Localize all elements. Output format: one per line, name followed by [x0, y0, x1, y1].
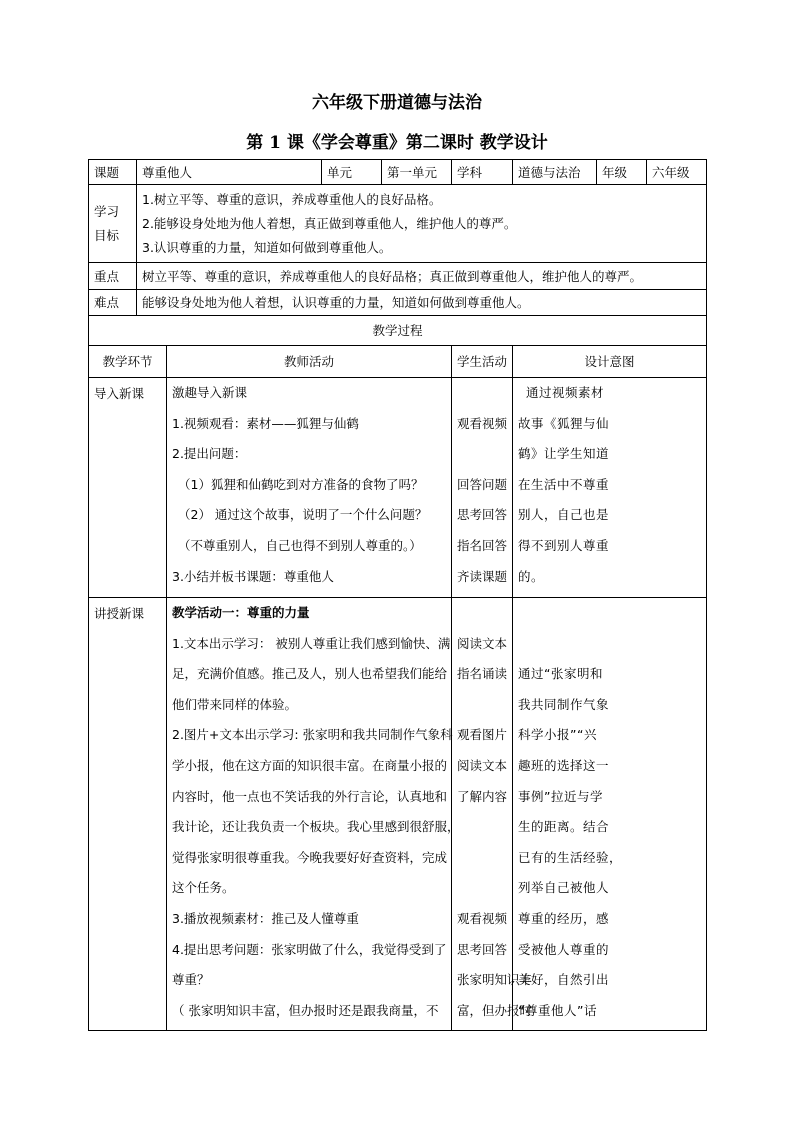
goals-row [89, 185, 707, 263]
section-intro-row [89, 378, 707, 598]
process-title-row [89, 316, 707, 346]
stage-new: 讲授新课 [89, 598, 167, 1031]
section-new-row [89, 598, 707, 1031]
key-label: 重点 [89, 263, 137, 290]
goal-item: 1.树立平等、尊重的意识，养成尊重他人的良好品格。 [142, 191, 442, 207]
header-stage: 教学环节 [89, 346, 167, 378]
unit-value: 第一单元 [382, 160, 452, 185]
design-intent-intro: 通过视频素材 故事《狐狸与仙 鹤》让学生知道 在生活中不尊重 别人，自己也是 得不到别人尊重 的。 [513, 378, 707, 598]
student-activity-intro: 观看视频 回答问题 思考回答 指名回答 齐读课题 [452, 378, 513, 598]
design-intent-new: 通过“张家明和 我共同制作气象 科学小报”“兴 趣班的选择这一 事例”拉近与学 生的距离。结合 已有的生活经验， 列举自己被他人 尊重的经历，感 受被他人尊重的 美好，自然引出 “尊重他人”话 [513, 598, 707, 1031]
difficulty-content: 能够设身处地为他人着想，认识尊重的力量，知道如何做到尊重他人。 [137, 290, 707, 316]
student-activity-new: 阅读文本 指名诵读 观看图片 阅读文本 了解内容 观看视频 思考回答 张家明知识丰 富，但办报时 [452, 598, 513, 1031]
lesson-plan-table [88, 159, 707, 1031]
header-design: 设计意图 [513, 346, 707, 378]
grade-value: 六年级 [647, 160, 707, 185]
subject-label: 学科 [452, 160, 513, 185]
document-subtitle: 第 1 课《学会尊重》第二课时 教学设计 [246, 133, 548, 153]
grade-label: 年级 [597, 160, 647, 185]
difficulty-label: 难点 [89, 290, 137, 316]
stage-intro: 导入新课 [89, 378, 167, 598]
unit-label: 单元 [322, 160, 382, 185]
document-title: 六年级下册道德与法治 [312, 93, 482, 113]
key-row [89, 263, 707, 290]
difficulty-row [89, 290, 707, 316]
goal-item: 2.能够设身处地为他人着想，真正做到尊重他人，维护他人的尊严。 [142, 215, 517, 231]
goals-label: 学习 目标 [89, 185, 137, 263]
info-row [89, 160, 707, 185]
header-teacher: 教师活动 [167, 346, 452, 378]
process-title: 教学过程 [89, 316, 707, 346]
teacher-activity-new: 教学活动一：尊重的力量 1.文本出示学习： 被别人尊重让我们感到愉快、满 足，充满价值感。推己及人，别人也希望我们能给 他们带来同样的体验。 2.图片+文本出示学习: 张家明和我共同制作气象科 学小报，他在这方面的知识很丰富。在商量小报的 内容时，他一点也不笑话我的外行言论，认真地和 我计论，还让我负责一个板块。我心里感到很舒服， 觉得张家明很尊重我。今晚我要好好查资料，完成 这个任务。 3.播放视频素材：推己及人懂尊重 4.提出思考问题：张家明做了什么，我觉得受到了 尊重？ （ 张家明知识丰富，但办报时还是跟我商量，不 [167, 598, 452, 1031]
goal-item: 3.认识尊重的力量，知道如何做到尊重他人。 [142, 239, 392, 255]
header-student: 学生活动 [452, 346, 513, 378]
topic-value: 尊重他人 [137, 160, 322, 185]
teacher-activity-intro: 激趣导入新课 1.视频观看：素材——狐狸与仙鹤 2.提出问题： （1）狐狸和仙鹤吃到对方准备的食物了吗？ （2） 通过这个故事，说明了一个什么问题？ （不尊重别人，自己也得不到别人尊重的。） 3.小结并板书课题：尊重他人 [167, 378, 452, 598]
goals-content [137, 185, 707, 263]
subject-value: 道德与法治 [513, 160, 597, 185]
topic-label: 课题 [89, 160, 137, 185]
header-row [89, 346, 707, 378]
key-content: 树立平等、尊重的意识，养成尊重他人的良好品格；真正做到尊重他人，维护他人的尊严。 [137, 263, 707, 290]
